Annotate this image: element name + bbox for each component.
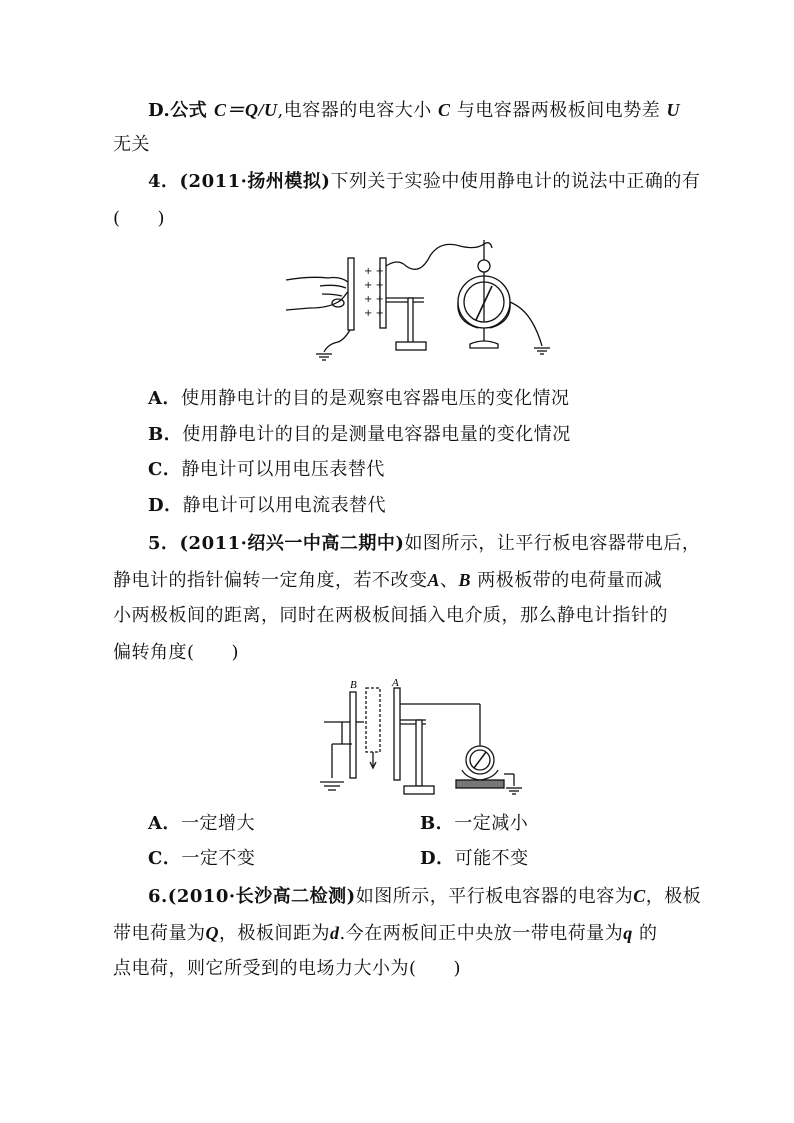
q5-option-a[interactable]: A．一定增大 bbox=[148, 813, 255, 834]
q5-option-c[interactable]: C．一定不变 bbox=[148, 848, 256, 869]
q4-option-c[interactable]: C．静电计可以用电压表替代 bbox=[148, 459, 385, 480]
q6-stem-line3: 点电荷，则它所受到的电场力大小为( ) bbox=[113, 958, 462, 979]
q6-stem-line2: 带电荷量为Q，极板间距为d.今在两板间正中央放一带电荷量为q 的 bbox=[113, 923, 658, 944]
svg-text:+ +: + + bbox=[364, 266, 384, 277]
q5-option-b[interactable]: B．一定减小 bbox=[420, 813, 529, 834]
q4-answer-blank: ( ) bbox=[113, 208, 166, 229]
plate-a-label: A bbox=[392, 677, 399, 689]
q5-stem-line1: 5．(2011·绍兴一中高二期中)如图所示，让平行板电容器带电后， bbox=[148, 533, 701, 554]
q4-option-a[interactable]: A．使用静电计的目的是观察电容器电压的变化情况 bbox=[148, 388, 570, 409]
q6-stem-line1: 6.(2010·长沙高二检测)如图所示，平行板电容器的电容为C，极板 bbox=[148, 886, 702, 907]
prev-option-d: D.公式 C＝Q/U,电容器的电容大小 C 与电容器两极板间电势差 U bbox=[148, 100, 680, 121]
q4-option-d[interactable]: D．静电计可以用电流表替代 bbox=[148, 495, 387, 516]
q5-stem-line2: 静电计的指针偏转一定角度，若不改变A、B 两极板带的电荷量而减 bbox=[113, 570, 663, 591]
svg-text:+ +: + + bbox=[364, 308, 384, 319]
prev-option-d-continuation: 无关 bbox=[113, 134, 150, 155]
svg-text:+ +: + + bbox=[364, 294, 384, 305]
q5-capacitor-figure bbox=[316, 674, 526, 802]
hand-icon bbox=[286, 277, 350, 310]
q4-electrometer-figure bbox=[280, 236, 560, 364]
plate-b-label: B bbox=[350, 679, 357, 691]
q5-option-d[interactable]: D．可能不变 bbox=[420, 848, 529, 869]
q4-stem: 4．(2011·扬州模拟)下列关于实验中使用静电计的说法中正确的有 bbox=[148, 171, 701, 192]
q5-stem-line3: 小两极板间的距离，同时在两极板间插入电介质，那么静电计指针的 bbox=[113, 605, 668, 626]
q5-stem-line4: 偏转角度( ) bbox=[113, 642, 240, 663]
svg-text:+ +: + + bbox=[364, 280, 384, 291]
q4-option-b[interactable]: B．使用静电计的目的是测量电容器电量的变化情况 bbox=[148, 424, 571, 445]
